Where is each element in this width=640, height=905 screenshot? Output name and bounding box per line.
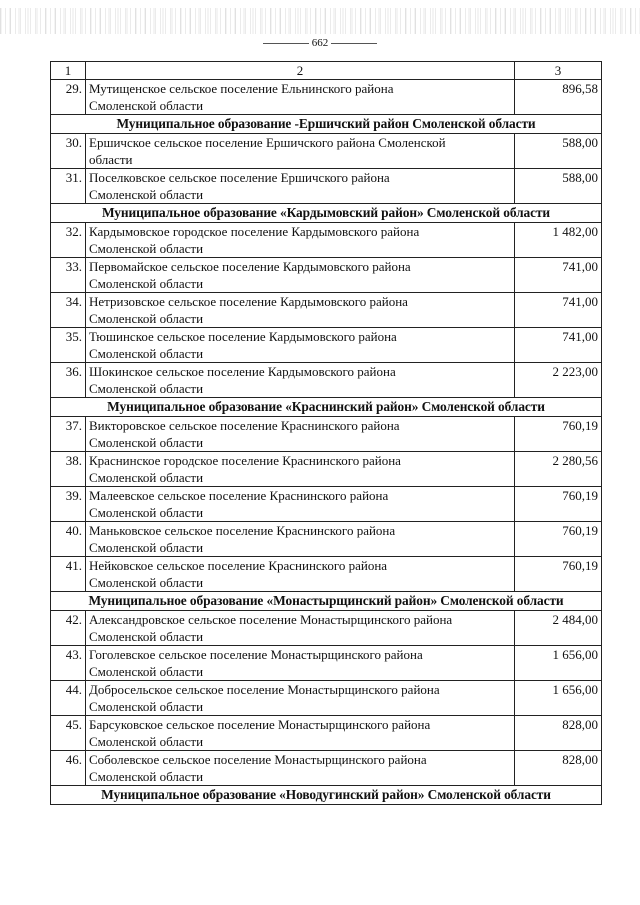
settlement-name-cell xyxy=(86,134,515,169)
table-row xyxy=(51,169,602,204)
table-row xyxy=(51,363,602,398)
table-body xyxy=(51,62,602,805)
settlement-name-cell xyxy=(86,223,515,258)
row-number: 34. xyxy=(51,293,86,328)
settlement-name-cell xyxy=(86,293,515,328)
settlement-name-line1: Краснинское городское поселение Краснинского района xyxy=(89,453,401,468)
amount-value: 588,00 xyxy=(515,169,602,204)
section-title: Муниципальное образование «Новодугинский район» Смоленской области xyxy=(51,786,602,805)
settlement-name-line2: области xyxy=(89,152,133,167)
settlement-name-cell xyxy=(86,417,515,452)
row-number: 37. xyxy=(51,417,86,452)
distribution-table xyxy=(50,61,602,805)
settlement-name-cell xyxy=(86,557,515,592)
section-header-row xyxy=(51,398,602,417)
settlement-name-line1: Мутищенское сельское поселение Ельнинского района xyxy=(89,81,394,96)
row-number: 33. xyxy=(51,258,86,293)
section-header-row xyxy=(51,115,602,134)
settlement-name-line1: Добросельское сельское поселение Монастырщинского района xyxy=(89,682,440,697)
settlement-name-line2: Смоленской области xyxy=(89,470,204,485)
amount-value: 896,58 xyxy=(515,80,602,115)
settlement-name-line1: Тюшинское сельское поселение Кардымовского района xyxy=(89,329,397,344)
settlement-name-line1: Нетризовское сельское поселение Кардымовского района xyxy=(89,294,408,309)
settlement-name-line2: Смоленской области xyxy=(89,505,204,520)
row-number: 42. xyxy=(51,611,86,646)
table-row xyxy=(51,223,602,258)
amount-value: 760,19 xyxy=(515,557,602,592)
settlement-name-line2: Смоленской области xyxy=(89,346,204,361)
settlement-name-line2: Смоленской области xyxy=(89,575,204,590)
amount-value: 1 656,00 xyxy=(515,681,602,716)
amount-value: 2 223,00 xyxy=(515,363,602,398)
amount-value: 741,00 xyxy=(515,293,602,328)
row-number: 38. xyxy=(51,452,86,487)
table-row xyxy=(51,557,602,592)
settlement-name-line2: Смоленской области xyxy=(89,276,204,291)
section-title: Муниципальное образование «Кардымовский район» Смоленской области xyxy=(51,204,602,223)
settlement-name-cell xyxy=(86,751,515,786)
settlement-name-line1: Первомайское сельское поселение Кардымовского района xyxy=(89,259,411,274)
settlement-name-line2: Смоленской области xyxy=(89,540,204,555)
row-number: 43. xyxy=(51,646,86,681)
table-row xyxy=(51,328,602,363)
row-number: 30. xyxy=(51,134,86,169)
table-row xyxy=(51,417,602,452)
settlement-name-cell xyxy=(86,452,515,487)
amount-value: 1 482,00 xyxy=(515,223,602,258)
settlement-name-line2: Смоленской области xyxy=(89,699,204,714)
column-header-value: 3 xyxy=(515,62,602,80)
settlement-name-line1: Соболевское сельское поселение Монастырщинского района xyxy=(89,752,427,767)
section-title: Муниципальное образование «Монастырщинский район» Смоленской области xyxy=(51,592,602,611)
amount-value: 760,19 xyxy=(515,487,602,522)
settlement-name-line1: Александровское сельское поселение Монастырщинского района xyxy=(89,612,453,627)
amount-value: 828,00 xyxy=(515,751,602,786)
settlement-name-cell xyxy=(86,716,515,751)
settlement-name-line2: Смоленской области xyxy=(89,664,204,679)
amount-value: 588,00 xyxy=(515,134,602,169)
table-row xyxy=(51,751,602,786)
settlement-name-line1: Ершичское сельское поселение Ершичского района Смоленской xyxy=(89,135,446,150)
row-number: 29. xyxy=(51,80,86,115)
settlement-name-line1: Нейковское сельское поселение Краснинского района xyxy=(89,558,388,573)
row-number: 36. xyxy=(51,363,86,398)
row-number: 40. xyxy=(51,522,86,557)
table-row xyxy=(51,487,602,522)
settlement-name-line1: Викторовское сельское поселение Краснинского района xyxy=(89,418,400,433)
settlement-name-line2: Смоленской области xyxy=(89,311,204,326)
settlement-name-line2: Смоленской области xyxy=(89,629,204,644)
settlement-name-line1: Шокинское сельское поселение Кардымовского района xyxy=(89,364,396,379)
section-header-row xyxy=(51,786,602,805)
settlement-name-cell xyxy=(86,522,515,557)
row-number: 41. xyxy=(51,557,86,592)
settlement-name-line2: Смоленской области xyxy=(89,381,204,396)
table-row xyxy=(51,80,602,115)
row-number: 39. xyxy=(51,487,86,522)
table-row xyxy=(51,452,602,487)
settlement-name-line2: Смоленской области xyxy=(89,241,204,256)
column-header-name: 2 xyxy=(86,62,515,80)
settlement-name-line2: Смоленской области xyxy=(89,98,204,113)
settlement-name-cell xyxy=(86,363,515,398)
settlement-name-line1: Малеевское сельское поселение Краснинского района xyxy=(89,488,389,503)
row-number: 46. xyxy=(51,751,86,786)
scan-noise xyxy=(0,8,640,34)
settlement-name-line1: Маньковское сельское поселение Краснинского района xyxy=(89,523,396,538)
settlement-name-line1: Гоголевское сельское поселение Монастырщинского района xyxy=(89,647,423,662)
settlement-name-cell xyxy=(86,646,515,681)
table-row xyxy=(51,646,602,681)
column-header-row xyxy=(51,62,602,80)
settlement-name-line2: Смоленской области xyxy=(89,435,204,450)
section-header-row xyxy=(51,204,602,223)
table-row xyxy=(51,681,602,716)
section-title: Муниципальное образование -Ершичский район Смоленской области xyxy=(51,115,602,134)
settlement-name-line2: Смоленской области xyxy=(89,187,204,202)
page-number: 662 xyxy=(0,37,640,49)
amount-value: 741,00 xyxy=(515,258,602,293)
amount-value: 760,19 xyxy=(515,522,602,557)
settlement-name-cell xyxy=(86,258,515,293)
amount-value: 2 280,56 xyxy=(515,452,602,487)
settlement-name-cell xyxy=(86,80,515,115)
row-number: 32. xyxy=(51,223,86,258)
settlement-name-cell xyxy=(86,169,515,204)
amount-value: 828,00 xyxy=(515,716,602,751)
table-row xyxy=(51,258,602,293)
table-row xyxy=(51,134,602,169)
settlement-name-line1: Барсуковское сельское поселение Монастырщинского района xyxy=(89,717,431,732)
row-number: 35. xyxy=(51,328,86,363)
row-number: 44. xyxy=(51,681,86,716)
settlement-name-cell xyxy=(86,611,515,646)
section-title: Муниципальное образование «Краснинский район» Смоленской области xyxy=(51,398,602,417)
amount-value: 2 484,00 xyxy=(515,611,602,646)
amount-value: 741,00 xyxy=(515,328,602,363)
table-row xyxy=(51,293,602,328)
settlement-name-line2: Смоленской области xyxy=(89,734,204,749)
section-header-row xyxy=(51,592,602,611)
settlement-name-cell xyxy=(86,681,515,716)
table-row xyxy=(51,611,602,646)
column-header-number: 1 xyxy=(51,62,86,80)
settlement-name-cell xyxy=(86,328,515,363)
settlement-name-line2: Смоленской области xyxy=(89,769,204,784)
row-number: 31. xyxy=(51,169,86,204)
settlement-name-cell xyxy=(86,487,515,522)
row-number: 45. xyxy=(51,716,86,751)
table-row xyxy=(51,716,602,751)
amount-value: 760,19 xyxy=(515,417,602,452)
settlement-name-line1: Поселковское сельское поселение Ершичского района xyxy=(89,170,390,185)
settlement-name-line1: Кардымовское городское поселение Кардымовского района xyxy=(89,224,420,239)
amount-value: 1 656,00 xyxy=(515,646,602,681)
table-row xyxy=(51,522,602,557)
